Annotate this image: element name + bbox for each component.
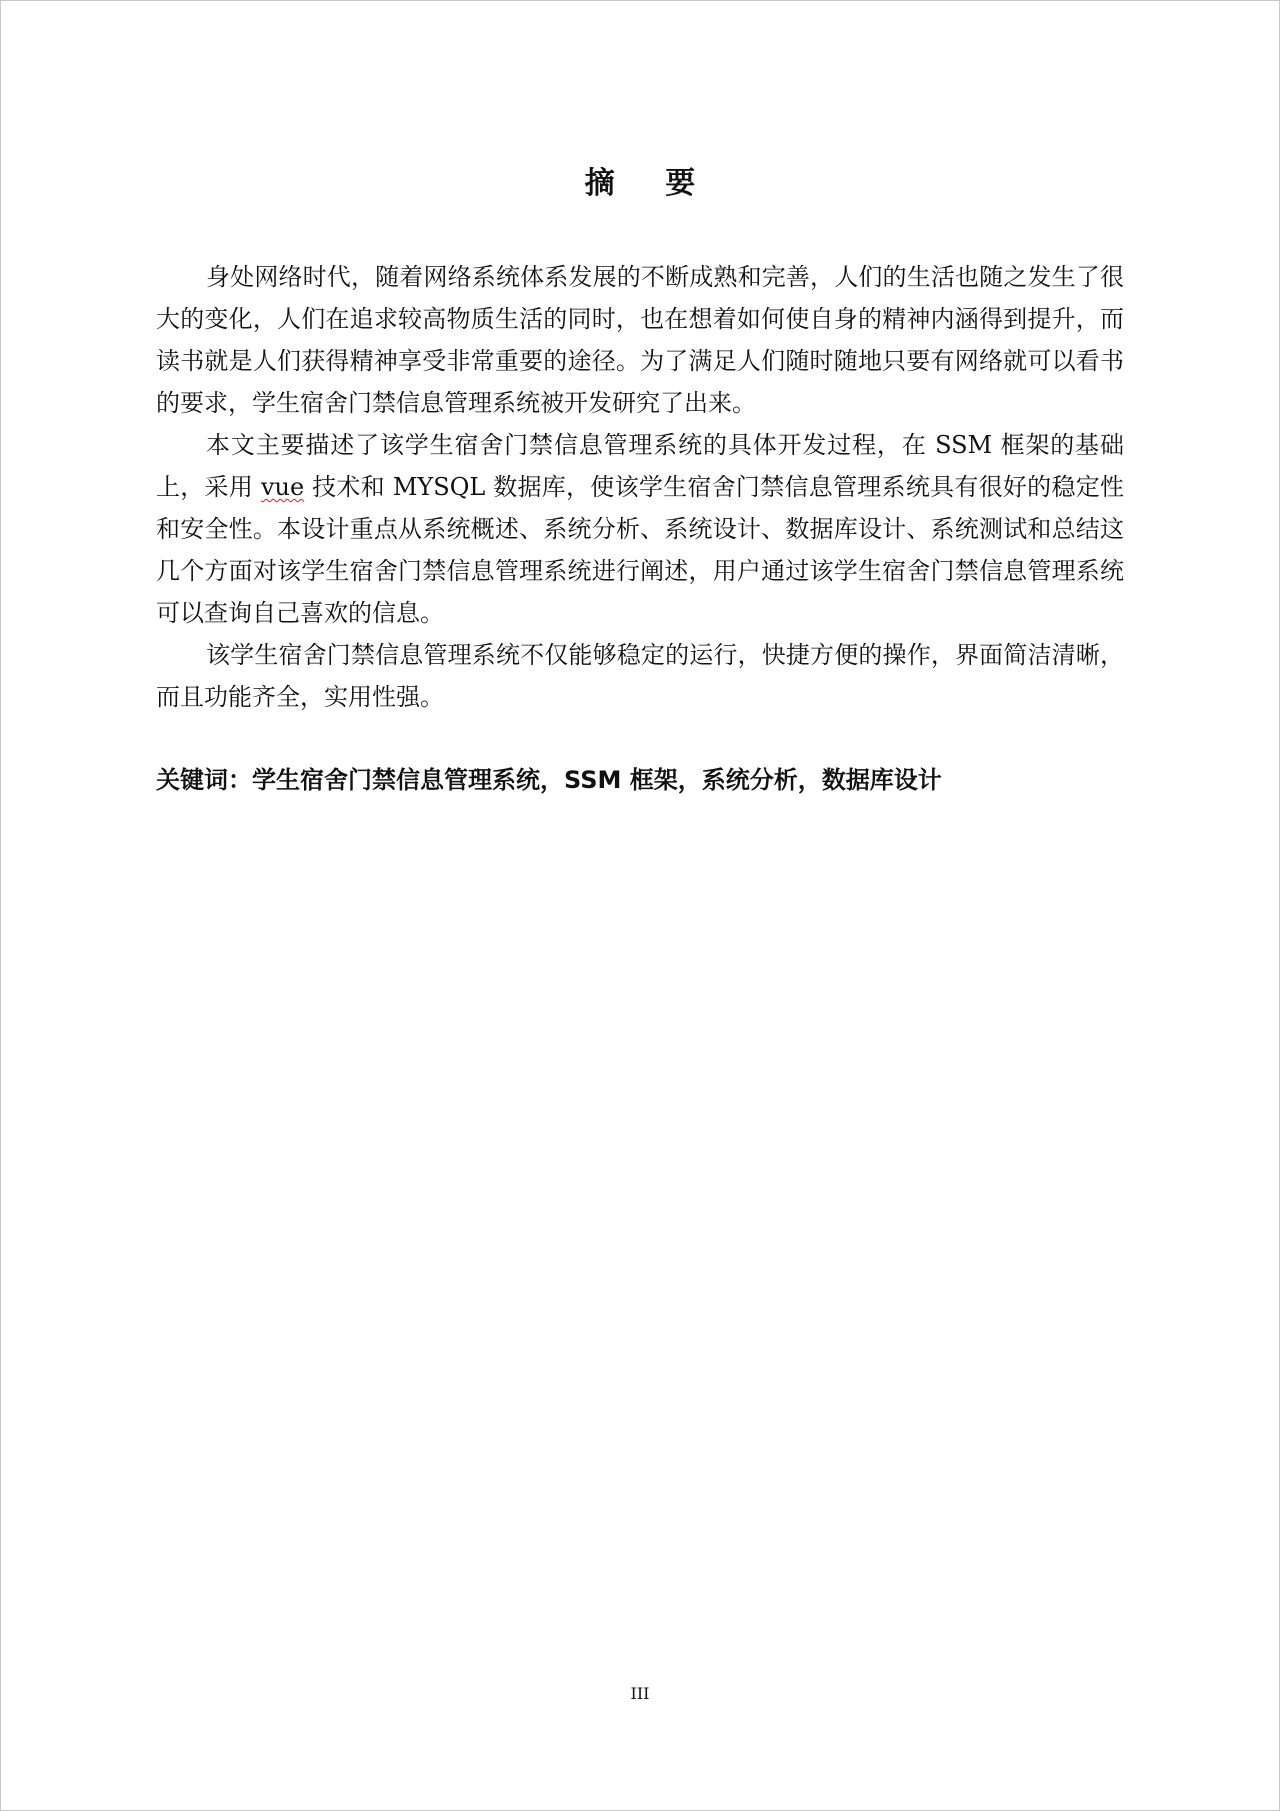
- keywords-terms: 学生宿舍门禁信息管理系统，SSM 框架，系统分析，数据库设计: [252, 766, 942, 794]
- spellcheck-flagged-word: vue: [261, 473, 305, 501]
- keywords-label: 关键词：: [156, 766, 252, 794]
- abstract-body: [156, 256, 1124, 718]
- page-number: III: [630, 1684, 650, 1703]
- paragraph-2-text-end: 技术和 MYSQL 数据库，使该学生宿舍门禁信息管理系统具有很好的稳定性和安全性。本设计重点从系统概述、系统分析、系统设计、数据库设计、系统测试和总结这几个方面对该学生宿舍门禁信息管理系统进行阐述，用户通过该学生宿舍门禁信息管理系统可以查询自己喜欢的信息。: [156, 473, 1124, 627]
- abstract-paragraph-2: [156, 424, 1124, 634]
- abstract-paragraph-3: 该学生宿舍门禁信息管理系统不仅能够稳定的运行，快捷方便的操作，界面简洁清晰，而且功能齐全，实用性强。: [156, 641, 1124, 711]
- keywords-line: [156, 759, 942, 801]
- paragraph-2-text-start: 本文主要描述了该学生宿舍门禁信息管理系统的具体开发过程，在 SSM 框架的基础上，采用: [156, 431, 1124, 501]
- abstract-paragraph-1: 身处网络时代，随着网络系统体系发展的不断成熟和完善，人们的生活也随之发生了很大的变化，人们在追求较高物质生活的同时，也在想着如何使自身的精神内涵得到提升，而读书就是人们获得精神享受非常重要的途径。为了满足人们随时随地只要有网络就可以看书的要求，学生宿舍门禁信息管理系统被开发研究了出来。: [156, 263, 1124, 417]
- abstract-title: 摘 要: [584, 166, 716, 201]
